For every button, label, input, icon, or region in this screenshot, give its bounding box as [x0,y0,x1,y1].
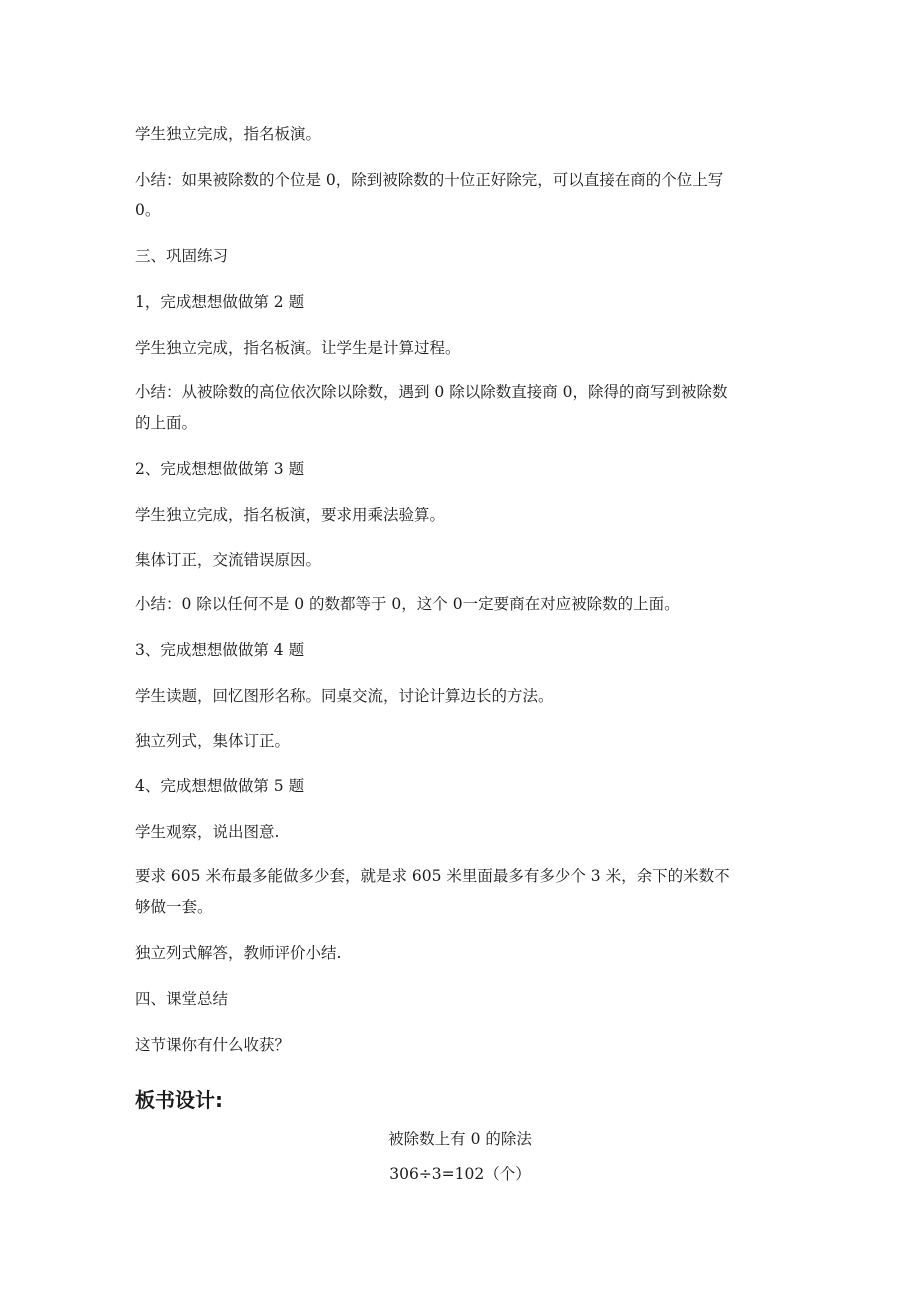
paragraph-student-task: 学生独立完成，指名板演。 [135,125,322,143]
exercise-3-task: 学生读题，回忆图形名称。同桌交流，讨论计算边长的方法。 [135,687,554,705]
section-heading-summary: 四、课堂总结 [135,990,229,1008]
exercise-4-solve: 独立列式解答，教师评价小结. [135,944,342,962]
exercise-4-observe: 学生观察，说出图意. [135,823,280,841]
exercise-4-explain-line-1: 要求 605 米布最多能做多少套，就是求 605 米里面最多有多少个 3 米，余下的米数不 [135,867,730,885]
board-design-heading: 板书设计: [135,1088,223,1112]
exercise-4-explain-line-2: 够做一套。 [135,898,213,916]
exercise-3-correction: 独立列式，集体订正。 [135,732,291,750]
summary-line-2: 0。 [135,201,161,219]
board-equation: 306÷3=102（个） [389,1165,531,1183]
board-title: 被除数上有 0 的除法 [388,1130,532,1148]
exercise-2-task: 学生独立完成，指名板演，要求用乘法验算。 [135,506,446,524]
summary-question: 这节课你有什么收获？ [135,1036,291,1054]
exercise-1-summary-line-1: 小结：从被除数的高位依次除以除数，遇到 0 除以除数直接商 0，除得的商写到被除数 [135,383,728,401]
section-heading-practice: 三、巩固练习 [135,247,229,265]
exercise-2-correction: 集体订正，交流错误原因。 [135,551,322,569]
exercise-3-title: 3、完成想想做做第 4 题 [135,641,305,659]
exercise-4-title: 4、完成想想做做第 5 题 [135,777,305,795]
exercise-1-summary-line-2: 的上面。 [135,414,198,432]
exercise-1-task: 学生独立完成，指名板演。让学生是计算过程。 [135,339,461,357]
summary-line-1: 小结：如果被除数的个位是 0，除到被除数的十位正好除完，可以直接在商的个位上写 [135,171,724,189]
exercise-1-title: 1，完成想想做做第 2 题 [135,293,305,311]
exercise-2-title: 2、完成想想做做第 3 题 [135,460,305,478]
exercise-2-summary: 小结：0 除以任何不是 0 的数都等于 0，这个 0一定要商在对应被除数的上面。 [135,595,680,613]
